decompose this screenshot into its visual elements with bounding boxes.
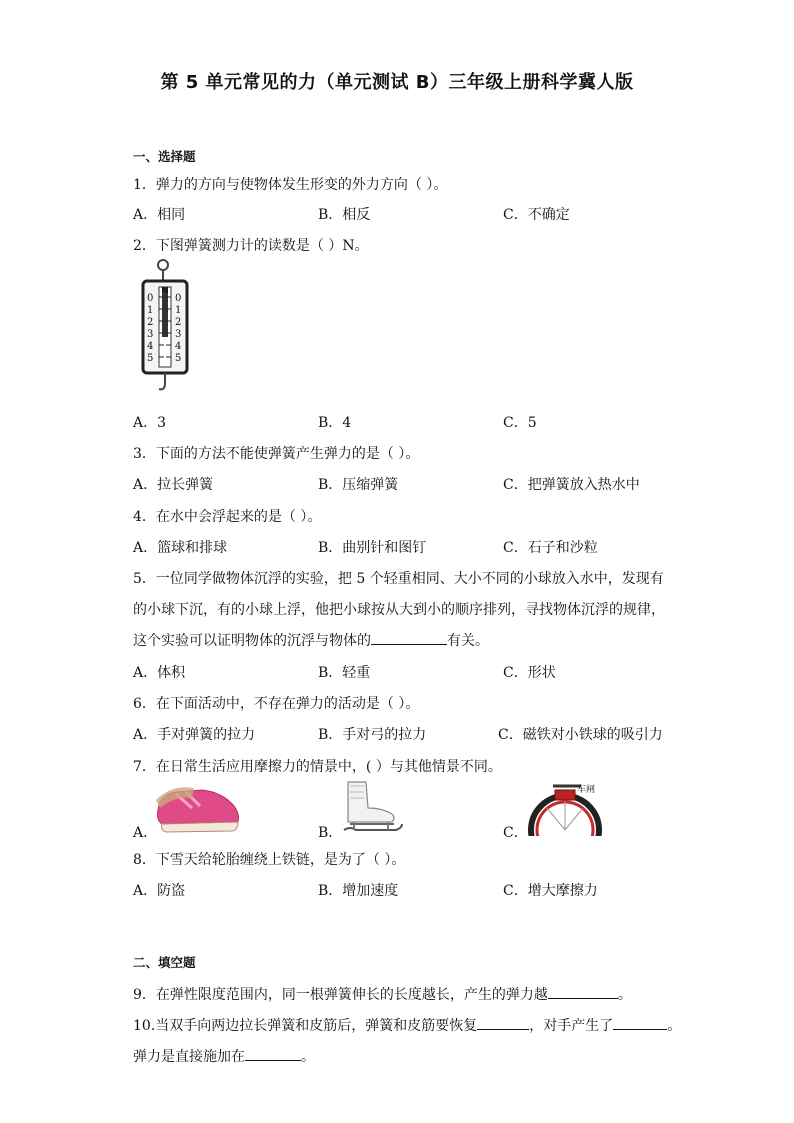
- q10-text-e: 。: [301, 1049, 315, 1065]
- spring-scale-image: [133, 257, 213, 397]
- q10-text-a: 10.当双手向两边拉长弹簧和皮筋后，弹簧和皮筋要恢复: [133, 1018, 478, 1034]
- q1-option-a[interactable]: A．相同: [133, 207, 186, 223]
- q7-option-c[interactable]: C．: [503, 825, 528, 841]
- q2-option-a[interactable]: A．3: [133, 415, 167, 431]
- q5-option-b[interactable]: B．轻重: [318, 665, 371, 681]
- question-1: 1．弹力的方向与使物体发生形变的外力方向（ ）。: [133, 177, 448, 193]
- q4-option-a[interactable]: A．篮球和排球: [133, 540, 228, 556]
- question-5-line-1: 5．一位同学做物体沉浮的实验，把 5 个轻重相同、大小不同的小球放入水中，发现有: [133, 571, 664, 587]
- q7-option-b[interactable]: B．: [318, 825, 343, 841]
- q2-option-b[interactable]: B．4: [318, 415, 352, 431]
- scale-right-tick: 1: [175, 305, 182, 316]
- q7-option-a[interactable]: A．: [133, 825, 158, 841]
- q1-option-c[interactable]: C．不确定: [503, 207, 570, 223]
- q4-option-b[interactable]: B．曲别针和图钉: [318, 540, 427, 556]
- q6-option-a[interactable]: A．手对弹簧的拉力: [133, 727, 256, 743]
- question-6: 6．在下面活动中，不存在弹力的活动是（ ）。: [133, 696, 420, 712]
- scale-left-tick: 1: [147, 305, 154, 316]
- bicycle-brake-image: [525, 778, 605, 836]
- scale-right-tick: 5: [175, 353, 182, 364]
- q5-option-a[interactable]: A．体积: [133, 665, 186, 681]
- scale-left-tick: 3: [147, 329, 154, 340]
- q8-option-b[interactable]: B．增加速度: [318, 883, 399, 899]
- scale-left-tick: 5: [147, 353, 154, 364]
- q10-text-d: 弹力是直接施加在: [133, 1049, 245, 1065]
- q8-option-c[interactable]: C．增大摩擦力: [503, 883, 598, 899]
- q10-answer-blank-2[interactable]: [613, 1015, 667, 1030]
- q5-option-c[interactable]: C．形状: [503, 665, 556, 681]
- question-3: 3．下面的方法不能使弹簧产生弹力的是（ ）。: [133, 446, 420, 462]
- q9-text: 9．在弹性限度范围内，同一根弹簧伸长的长度越长，产生的弹力越: [133, 987, 548, 1003]
- scale-right-tick: 2: [175, 317, 182, 328]
- q9-answer-blank[interactable]: [548, 984, 618, 999]
- q3-option-b[interactable]: B．压缩弹簧: [318, 477, 399, 493]
- page-title: 第 5 单元常见的力（单元测试 B）三年级上册科学冀人版: [160, 72, 634, 93]
- question-10-line-2: [133, 1046, 315, 1066]
- question-4: 4．在水中会浮起来的是（ ）。: [133, 509, 322, 525]
- q4-option-c[interactable]: C．石子和沙粒: [503, 540, 598, 556]
- q10-text-b: ，对手产生了: [529, 1018, 614, 1034]
- q5-text-before-blank: 这个实验可以证明物体的沉浮与物体的: [133, 633, 371, 649]
- scale-right-tick: 3: [175, 329, 182, 340]
- q8-option-a[interactable]: A．防盗: [133, 883, 186, 899]
- question-5-line-3: [133, 630, 489, 650]
- question-10-line-1: [133, 1015, 681, 1035]
- pink-shoe-image: [152, 780, 244, 836]
- q2-option-c[interactable]: C．5: [503, 415, 537, 431]
- q1-option-b[interactable]: B．相反: [318, 207, 371, 223]
- q5-text-after-blank: 有关。: [447, 633, 489, 649]
- scale-unit-label: N: [161, 286, 169, 296]
- scale-right-tick: 0: [175, 293, 182, 304]
- q10-text-c: 。: [667, 1018, 682, 1034]
- scale-left-tick: 2: [147, 317, 154, 328]
- section-heading-choice: 一、选择题: [133, 149, 196, 164]
- q6-option-b[interactable]: B．手对弓的拉力: [318, 727, 427, 743]
- q10-answer-blank-1[interactable]: [477, 1015, 529, 1030]
- q3-option-c[interactable]: C．把弹簧放入热水中: [503, 477, 640, 493]
- scale-right-tick: 4: [175, 341, 182, 352]
- q3-option-a[interactable]: A．拉长弹簧: [133, 477, 214, 493]
- q9-text-end: 。: [617, 987, 632, 1003]
- q10-answer-blank-3[interactable]: [245, 1046, 301, 1061]
- ice-skate-image: [336, 778, 408, 838]
- q6-option-c[interactable]: C．磁铁对小铁球的吸引力: [498, 727, 663, 743]
- question-8: 8．下雪天给轮胎缠绕上铁链，是为了（ ）。: [133, 852, 406, 868]
- scale-left-tick: 4: [147, 341, 154, 352]
- question-5-line-2: 的小球下沉，有的小球上浮，他把小球按从大到小的顺序排列，寻找物体沉浮的规律，: [133, 602, 665, 618]
- question-2: 2．下图弹簧测力计的读数是（ ）N。: [133, 238, 369, 254]
- brake-label: 车闸: [577, 785, 596, 795]
- question-9: [133, 984, 632, 1004]
- q5-answer-blank[interactable]: [371, 630, 447, 645]
- section-heading-fill-blank: 二、填空题: [133, 955, 196, 970]
- scale-left-tick: 0: [147, 293, 154, 304]
- question-7: 7．在日常生活应用摩擦力的情景中，( ）与其他情景不同。: [133, 759, 502, 775]
